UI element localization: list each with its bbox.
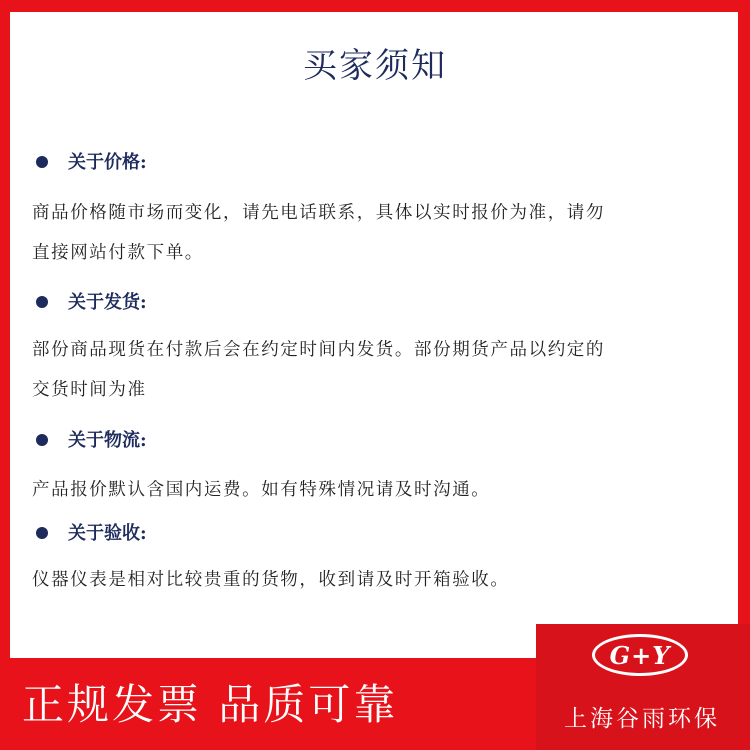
body-line: 产品报价默认含国内运费。如有特殊情况请及时沟通。: [32, 480, 491, 500]
bullet-icon: [36, 156, 48, 168]
section-heading-label: 关于价格:: [68, 152, 147, 173]
brand-logo: [592, 634, 688, 676]
section-heading-label: 关于验收:: [68, 523, 147, 544]
bullet-icon: [36, 296, 48, 308]
company-name: 上海谷雨环保: [564, 706, 720, 732]
body-line: 商品价格随市场而变化，请先电话联系，具体以实时报价为准，请勿: [32, 203, 605, 223]
section-heading-label: 关于发货:: [68, 292, 147, 313]
body-line: 仪器仪表是相对比较贵重的货物，收到请及时开箱验收。: [32, 570, 510, 590]
section-heading-inspection: [36, 521, 147, 547]
section-body-logistics: [32, 470, 702, 510]
section-body-shipping: [32, 330, 702, 410]
section-heading-label: 关于物流:: [68, 430, 147, 451]
brand-logo-text: G+Y: [609, 640, 671, 670]
section-heading-logistics: [36, 428, 147, 454]
bullet-icon: [36, 434, 48, 446]
body-line: 直接网站付款下单。: [32, 243, 204, 263]
footer-slogan: 正规发票 品质可靠: [22, 680, 399, 729]
bullet-icon: [36, 527, 48, 539]
section-heading-shipping: [36, 290, 147, 316]
page-title: 买家须知: [303, 46, 447, 86]
section-body-inspection: [32, 560, 702, 600]
section-heading-price: [36, 150, 147, 176]
section-body-price: [32, 193, 702, 273]
body-line: 交货时间为准: [32, 380, 147, 400]
body-line: 部份商品现货在付款后会在约定时间内发货。部份期货产品以约定的: [32, 340, 605, 360]
